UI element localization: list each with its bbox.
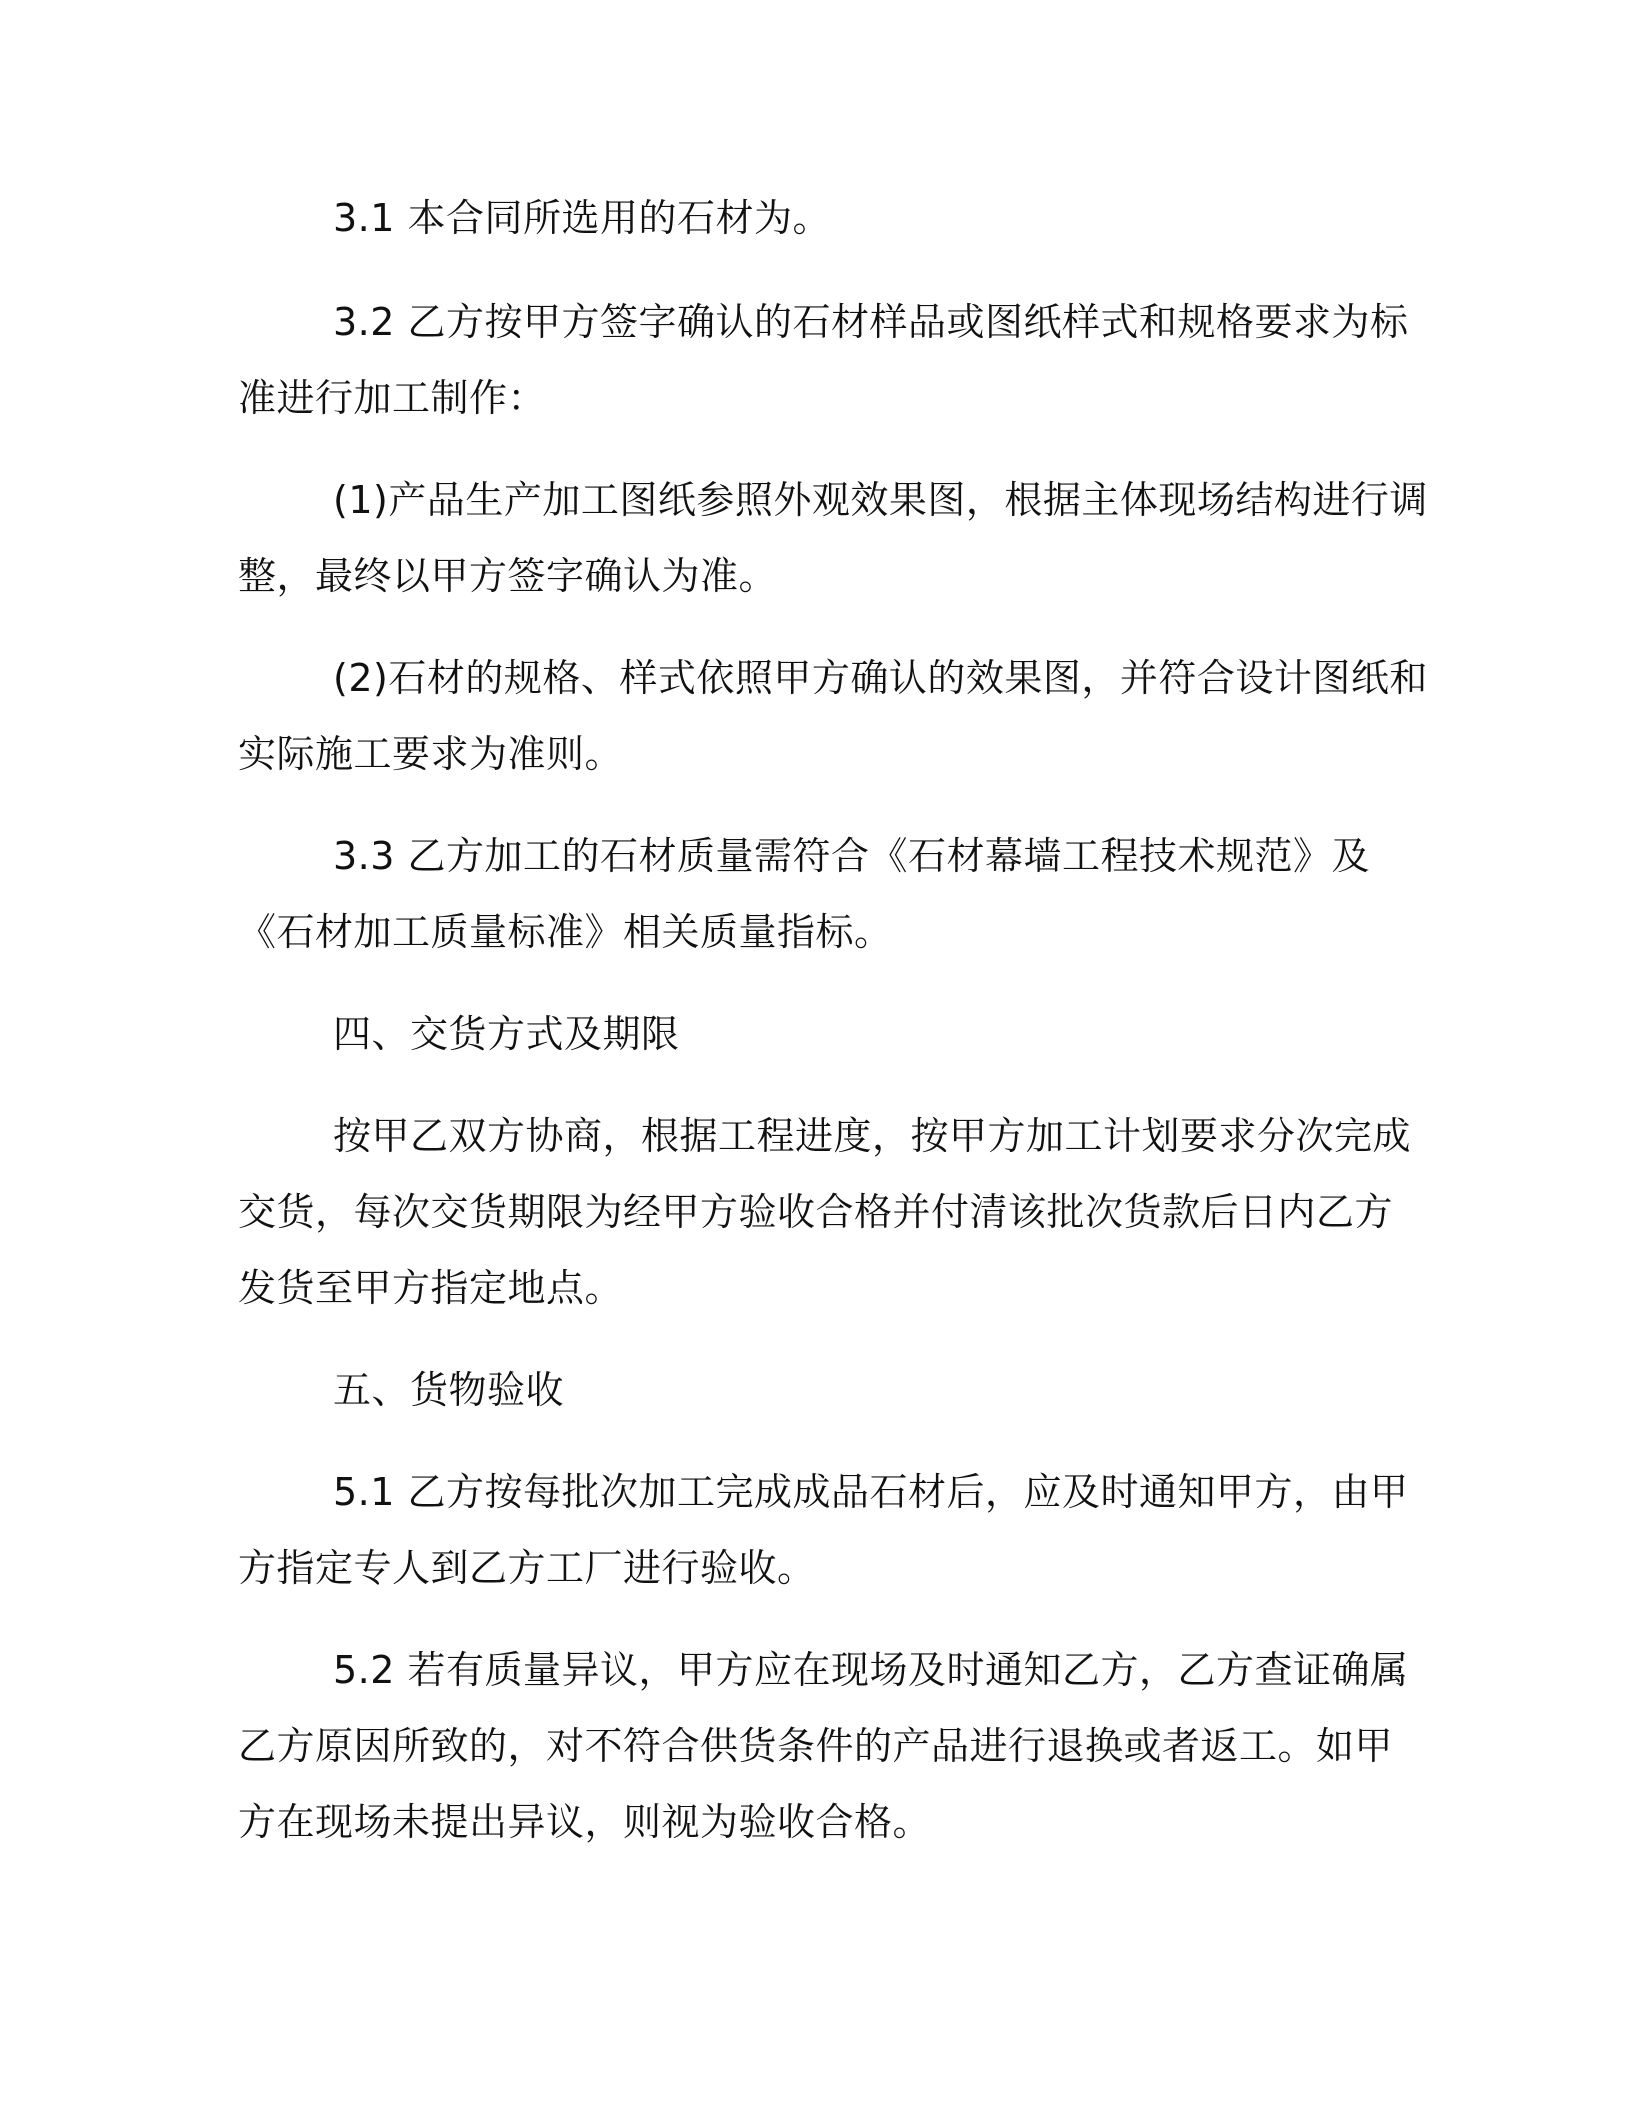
clause-3-1: 3.1 本合同所选用的石材为。 — [333, 196, 832, 240]
clause-3-3-line-2: 《石材加工质量标准》相关质量指标。 — [238, 910, 893, 954]
clause-5-1-line-2: 方指定专人到乙方工厂进行验收。 — [238, 1546, 816, 1590]
section-4-para-line-2: 交货，每次交货期限为经甲方验收合格并付清该批次货款后日内乙方 — [238, 1190, 1394, 1234]
clause-3-2-line-2: 准进行加工制作： — [238, 376, 547, 420]
item-2-line-1: (2)石材的规格、样式依照甲方确认的效果图，并符合设计图纸和 — [333, 656, 1428, 700]
clause-3-2-line-1: 3.2 乙方按甲方签字确认的石材样品或图纸样式和规格要求为标 — [333, 300, 1409, 344]
clause-3-3-line-1: 3.3 乙方加工的石材质量需符合《石材幕墙工程技术规范》及 — [333, 834, 1371, 878]
item-2-line-2: 实际施工要求为准则。 — [238, 732, 624, 776]
clause-5-1-line-1: 5.1 乙方按每批次加工完成成品石材后，应及时通知甲方，由甲 — [333, 1470, 1409, 1514]
clause-5-2-line-2: 乙方原因所致的，对不符合供货条件的产品进行退换或者返工。如甲 — [238, 1724, 1394, 1768]
item-1-line-2: 整，最终以甲方签字确认为准。 — [238, 554, 778, 598]
clause-5-2-line-3: 方在现场未提出异议，则视为验收合格。 — [238, 1800, 932, 1844]
section-4-para-line-3: 发货至甲方指定地点。 — [238, 1266, 624, 1310]
clause-5-2-line-1: 5.2 若有质量异议，甲方应在现场及时通知乙方，乙方查证确属 — [333, 1648, 1409, 1692]
item-1-line-1: (1)产品生产加工图纸参照外观效果图，根据主体现场结构进行调 — [333, 478, 1428, 522]
section-5-heading: 五、货物验收 — [333, 1368, 565, 1412]
section-4-heading: 四、交货方式及期限 — [333, 1012, 680, 1056]
section-4-para-line-1: 按甲乙双方协商，根据工程进度，按甲方加工计划要求分次完成 — [333, 1114, 1412, 1158]
